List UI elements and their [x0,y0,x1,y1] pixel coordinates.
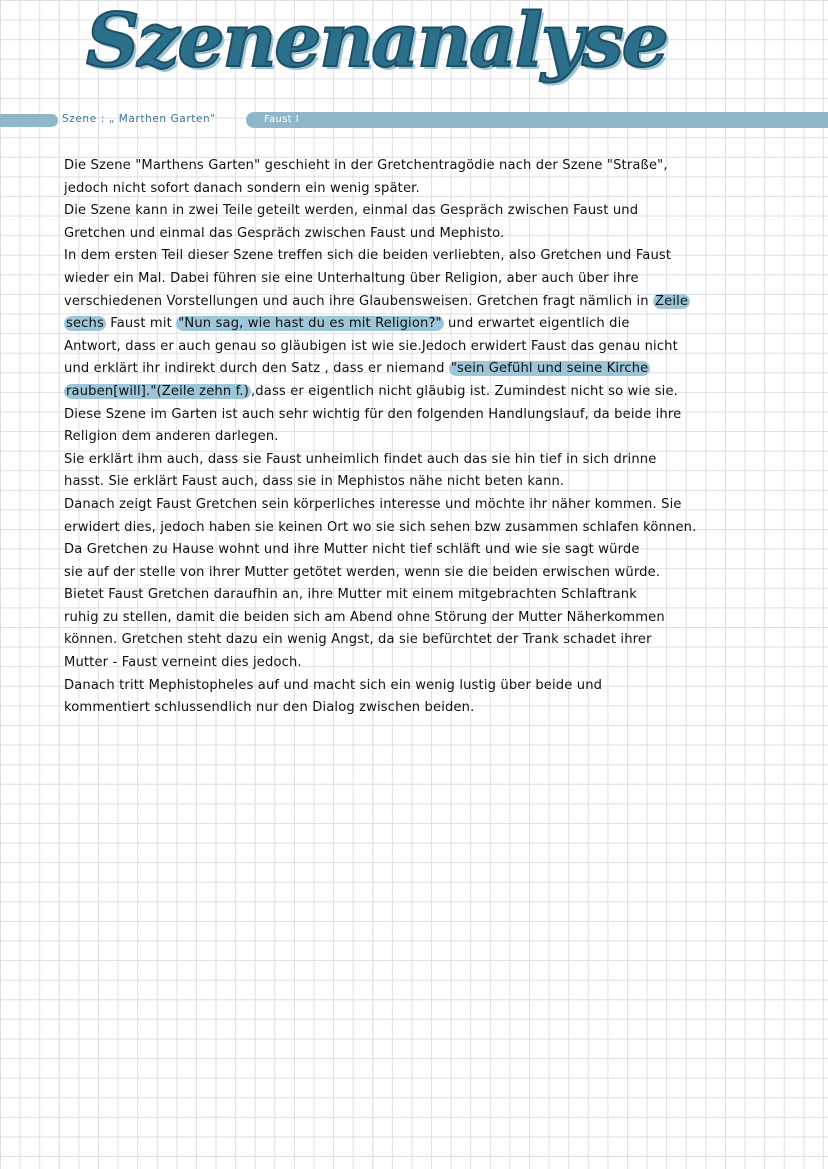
text-line: Da Gretchen zu Hause wohnt und ihre Mutter nicht tief schläft und wie sie sagt würde [64,542,640,558]
text-line: Danach zeigt Faust Gretchen sein körperliches interesse und möchte ihr näher kommen. Sie [64,496,682,512]
text-line [64,381,792,404]
text-segment: verschiedenen Vorstellungen und auch ihre Glaubensweisen. Gretchen fragt nämlich in [64,293,654,309]
text-line: ruhig zu stellen, damit die beiden sich am Abend ohne Störung der Mutter Näherkommen [64,609,665,625]
highlight-quote: "Nun sag, wie hast du es mit Religion?" [178,316,442,332]
text-line [64,291,792,314]
text-line: Die Szene "Marthens Garten" geschieht in der Gretchentragödie nach der Szene "Straße", [64,158,668,173]
highlight: sechs [66,316,104,332]
text-segment: Faust mit [105,316,177,332]
analysis-text [64,155,792,720]
scene-label: Szene : „ Marthen Garten" [62,113,216,125]
text-segment: ,dass er eigentlich nicht gläubig ist. Zumindest nicht so wie sie. [251,383,678,399]
text-line: Mutter - Faust verneint dies jedoch. [64,655,302,671]
text-line: jedoch nicht sofort danach sondern ein wenig später. [64,180,420,196]
text-line: Gretchen und einmal das Gespräch zwischen Faust und Mephisto. [64,225,505,241]
highlight: Zeile [655,293,689,309]
header-band-right [246,112,828,128]
text-line: In dem ersten Teil dieser Szene treffen sich die beiden verliebten, also Gretchen und Faust [64,248,672,264]
text-line: Sie erklärt ihm auch, dass sie Faust unheimlich findet auch das sie hin tief in sich drinne [64,451,657,467]
text-line: Bietet Faust Gretchen daraufhin an, ihre Mutter mit einem mitgebrachten Schlaftrank [64,587,637,603]
text-segment: und erklärt ihr indirekt durch den Satz , dass er niemand [64,361,449,377]
text-line: Antwort, dass er auch genau so gläubigen ist wie sie.Jedoch erwidert Faust das genau nicht [64,338,678,354]
text-line: Diese Szene im Garten ist auch sehr wichtig für den folgenden Handlungslauf, da beide ihre [64,406,682,422]
text-line: Religion dem anderen darlegen. [64,429,279,445]
text-line: erwidert dies, jedoch haben sie keinen Ort wo sie sich sehen bzw zusammen schlafen können. [64,519,697,535]
text-line: kommentiert schlussendlich nur den Dialog zwischen beiden. [64,700,475,716]
text-line: können. Gretchen steht dazu ein wenig Angst, da sie befürchtet der Trank schadet ihrer [64,632,652,648]
highlight-quote: rauben[will]."(Zeile zehn f.) [66,383,249,399]
text-line [64,358,792,381]
work-label: Faust I [264,114,300,125]
header-band-left [0,114,58,127]
text-line: Danach tritt Mephistopheles auf und macht sich ein wenig lustig über beide und [64,677,603,693]
text-line: Die Szene kann in zwei Teile geteilt werden, einmal das Gespräch zwischen Faust und [64,203,639,219]
text-segment: und erwartet eigentlich die [443,316,630,332]
text-line [64,313,792,336]
page-title: Szenenanalyse [86,0,667,84]
header-band [0,112,828,129]
text-line: hasst. Sie erklärt Faust auch, dass sie in Mephistos nähe nicht beten kann. [64,474,565,490]
text-line: sie auf der stelle von ihrer Mutter getötet werden, wenn sie die beiden erwischen würde. [64,564,661,580]
text-line: wieder ein Mal. Dabei führen sie eine Unterhaltung über Religion, aber auch über ihre [64,270,639,286]
highlight-quote: "sein Gefühl und seine Kirche [450,361,649,377]
